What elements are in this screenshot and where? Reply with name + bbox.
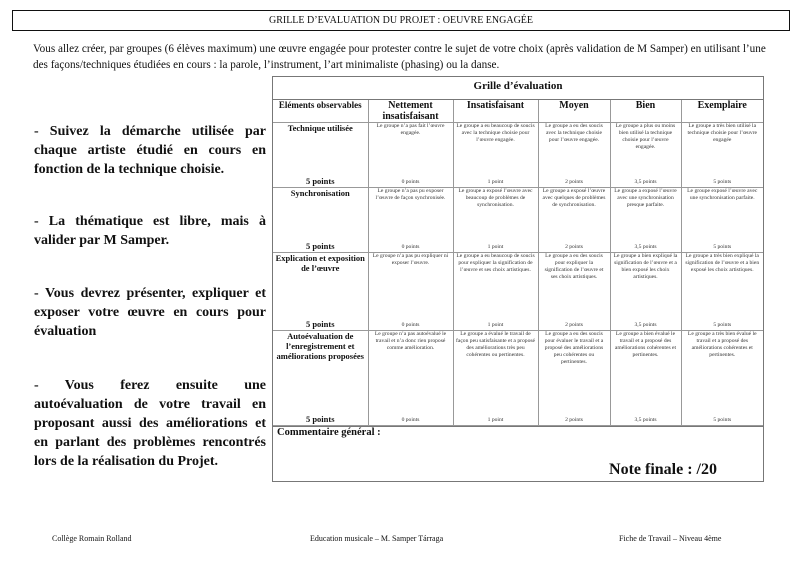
rubric-cell — [368, 123, 453, 188]
rubric-cell — [681, 331, 763, 426]
criterion-points: 5 points — [305, 241, 335, 251]
instruction-2: - La thématique est libre, mais à valider par M Samper. — [34, 214, 266, 248]
rubric-points: 5 points — [713, 244, 732, 250]
table-row — [273, 188, 763, 253]
rubric-points: 3,5 points — [634, 179, 657, 185]
header-nettement-insatisfaisant: Nettement insatisfaisant — [368, 100, 453, 123]
criterion-cell — [273, 331, 368, 426]
rubric-points: 0 points — [401, 244, 420, 250]
rubric-points: 1 point — [487, 322, 504, 328]
grid-title: Grille d’évaluation — [273, 77, 763, 100]
table-row — [273, 331, 763, 426]
general-comment-label: Commentaire général : — [277, 427, 381, 438]
rubric-points: 1 point — [487, 179, 504, 185]
header-exemplaire: Exemplaire — [681, 100, 763, 123]
header-elements: Eléments observables — [273, 100, 368, 123]
criterion-cell — [273, 188, 368, 253]
rubric-text: Le groupe a bien expliqué la signification de l’œuvre et a bien exposé les choix artistiques. — [613, 253, 678, 280]
rubric-points: 3,5 points — [634, 322, 657, 328]
rubric-cell — [610, 188, 681, 253]
instruction-4: - Vous ferez ensuite une autoévaluation de votre travail en proposant aussi des améliorations et en parlant des problèmes rencontrés lors de la réalisation du Projet. — [34, 378, 266, 469]
instruction-1: - Suivez la démarche utilisée par chaque artiste étudié en cours en fonction de la technique choisie. — [34, 124, 266, 177]
rubric-text: Le groupe a exposé l’œuvre avec beaucoup de problèmes de synchronisation. — [458, 188, 533, 208]
header-bien: Bien — [610, 100, 681, 123]
criterion-label: Explication et exposition de l’œuvre — [275, 253, 365, 273]
rubric-text: Le groupe n’a pas autoévalué le travail et n’a donc rien proposé comme amélioration. — [374, 331, 447, 351]
rubric-points: 5 points — [713, 179, 732, 185]
rubric-cell — [610, 123, 681, 188]
rubric-text: Le groupe a eu beaucoup de soucis pour expliquer la signification de l’œuvre et ses choix artistiques. — [456, 253, 535, 273]
criterion-cell — [273, 123, 368, 188]
rubric-text: Le groupe a très bien utilisé la technique choisie pour l’œuvre engagée — [687, 123, 757, 143]
footer-school: Collège Romain Rolland — [52, 534, 132, 543]
footer-worksheet: Fiche de Travail – Niveau 4ème — [619, 534, 722, 543]
rubric-points: 0 points — [401, 179, 420, 185]
rubric-points: 2 points — [565, 417, 583, 423]
rubric-cell — [610, 253, 681, 331]
criterion-points: 5 points — [305, 414, 335, 424]
instruction-3: - Vous devrez présenter, expliquer et exposer votre œuvre en cours pour évaluation — [34, 286, 266, 339]
criterion-label: Autoévaluation de l’enregistrement et améliorations proposées — [276, 331, 364, 361]
general-comment-area[interactable] — [273, 426, 763, 481]
rubric-cell — [453, 123, 538, 188]
rubric-cell — [610, 331, 681, 426]
table-row — [273, 253, 763, 331]
rubric-text: Le groupe a exposé l’œuvre avec quelques de problèmes de synchronisation. — [542, 188, 606, 208]
rubric-points: 3,5 points — [634, 417, 657, 423]
footer-course: Education musicale – M. Samper Tárraga — [310, 534, 444, 543]
rubric-points: 0 points — [401, 417, 420, 423]
rubric-cell — [681, 253, 763, 331]
rubric-cell — [681, 188, 763, 253]
rubric-text: Le groupe a évalué le travail de façon peu satisfaisante et a proposé des améliorations très peu cohérentes ou pertinentes. — [455, 331, 536, 358]
rubric-cell — [453, 253, 538, 331]
intro-paragraph: Vous allez créer, par groupes (6 élèves maximum) une œuvre engagée pour protester contre le sujet de votre choix (après validation de M Samper) en utilisant l’une des façons/techniques étudiées en cours : la parole, l’instrument, l’art minimaliste (phasing) ou la danse. — [33, 43, 766, 71]
rubric-points: 5 points — [713, 322, 732, 328]
rubric-text: Le groupe exposé l’œuvre avec une synchronisation parfaite. — [687, 188, 758, 201]
rubric-text: Le groupe a très bien évalué le travail et a proposé des améliorations cohérentes et pertinentes. — [687, 331, 757, 358]
rubric-text: Le groupe a plus ou moins bien utilisé la technique choisie pour l’œuvre engagée. — [615, 123, 676, 150]
evaluation-grid — [272, 76, 764, 482]
rubric-points: 3,5 points — [634, 244, 657, 250]
rubric-points: 2 points — [565, 322, 583, 328]
rubric-cell — [368, 188, 453, 253]
rubric-cell — [538, 188, 610, 253]
header-moyen: Moyen — [538, 100, 610, 123]
rubric-cell — [453, 188, 538, 253]
rubric-points: 0 points — [401, 322, 420, 328]
rubric-cell — [453, 331, 538, 426]
rubric-points: 2 points — [565, 179, 583, 185]
criterion-label: Technique utilisée — [287, 123, 353, 133]
criterion-points: 5 points — [305, 319, 335, 329]
rubric-cell — [681, 123, 763, 188]
final-note: Note finale : /20 — [609, 461, 717, 478]
header-row — [273, 100, 763, 123]
rubric-cell — [368, 331, 453, 426]
rubric-text: Le groupe a eu des soucis pour évaluer le travail et a proposé des améliorations peu cohérentes ou pertinentes. — [544, 331, 604, 365]
rubric-points: 5 points — [713, 417, 732, 423]
rubric-cell — [538, 123, 610, 188]
rubric-text: Le groupe a eu beaucoup de soucis avec la technique choisie pour l’œuvre engagée. — [456, 123, 535, 143]
rubric-cell — [538, 253, 610, 331]
rubric-text: Le groupe a eu des soucis avec la technique choisie pour l’œuvre engagée. — [545, 123, 603, 143]
header-insatisfaisant: Insatisfaisant — [453, 100, 538, 123]
document-title: GRILLE D’EVALUATION DU PROJET : OEUVRE ENGAGÉE — [12, 10, 790, 31]
rubric-text: Le groupe a très bien expliqué la signification de l’œuvre et a bien exposé les choix artistiques. — [685, 253, 760, 273]
table-row — [273, 123, 763, 188]
rubric-table — [273, 100, 763, 426]
criterion-points: 5 points — [305, 176, 335, 186]
rubric-points: 1 point — [487, 417, 504, 423]
rubric-points: 1 point — [487, 244, 504, 250]
criterion-cell — [273, 253, 368, 331]
rubric-cell — [538, 331, 610, 426]
rubric-text: Le groupe n’a pas pu exposer l’œuvre de façon synchronisée. — [375, 188, 446, 201]
rubric-points: 2 points — [565, 244, 583, 250]
rubric-text: Le groupe n’a pas pu expliquer ni exposer l’œuvre. — [372, 253, 449, 266]
rubric-text: Le groupe a eu des soucis pour expliquer la signification de l’œuvre et ses choix artistiques. — [544, 253, 604, 280]
rubric-text: Le groupe a bien évalué le travail et a proposé des améliorations cohérentes et pertinentes. — [614, 331, 677, 358]
rubric-text: Le groupe n’a pas fait l’œuvre engagée. — [376, 123, 445, 136]
criterion-label: Synchronisation — [290, 188, 350, 198]
rubric-text: Le groupe a exposé l’œuvre avec une synchronisation presque parfaite. — [614, 188, 677, 208]
rubric-cell — [368, 253, 453, 331]
